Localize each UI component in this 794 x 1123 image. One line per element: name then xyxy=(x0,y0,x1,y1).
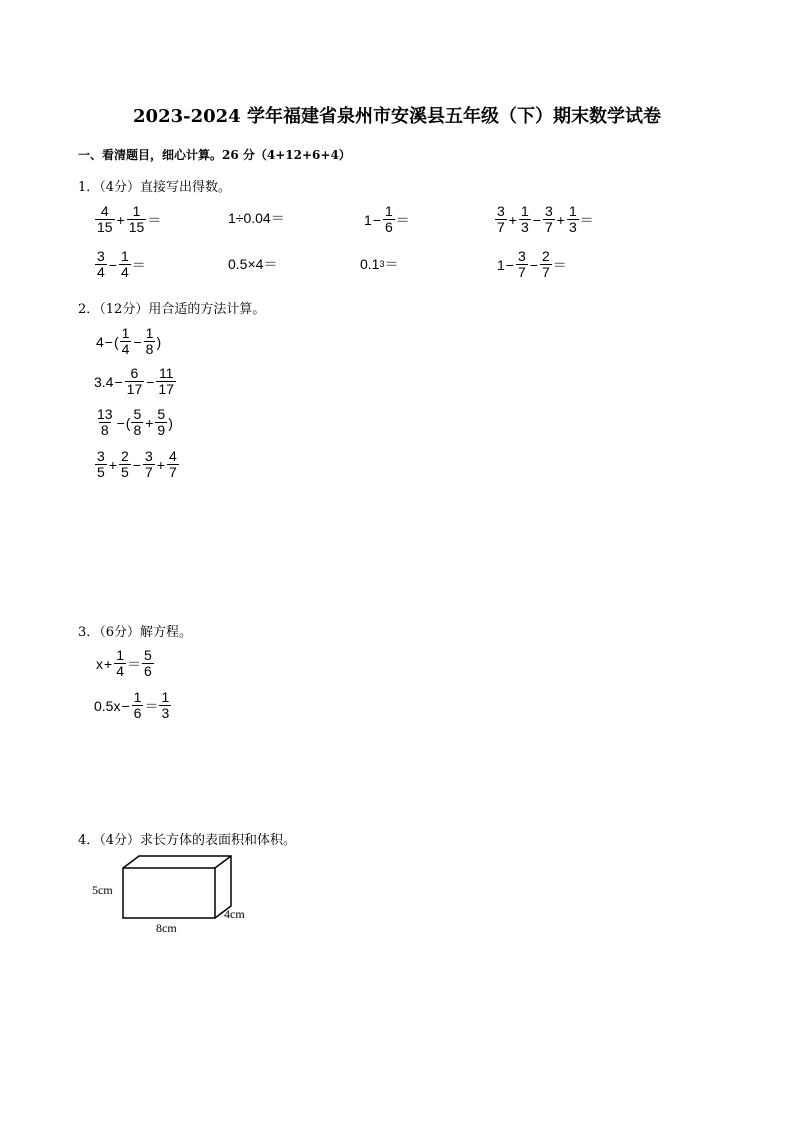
length-label: 8cm xyxy=(156,921,177,935)
fraction: $\frac{6}{17}$ xyxy=(126,365,143,397)
fraction: $\frac{1}{6}$ xyxy=(133,689,142,721)
section-heading: 一、看清题目，细心计算。26 分（4+12+6+4） xyxy=(78,148,351,162)
fraction: $\frac{3}{7}$ xyxy=(517,248,526,280)
question-4-label: 4．（4分）求长方体的表面积和体积。 xyxy=(78,833,297,848)
q3-equation-2: 0.5x − $\frac{1}{6}$ ＝ 1 3 xyxy=(94,689,170,721)
page-title: 2023-2024 学年福建省泉州市安溪县五年级（下）期末数学试卷 xyxy=(133,106,661,127)
fraction: $\frac{1}{4}$ xyxy=(120,248,129,280)
cuboid-diagram xyxy=(92,850,262,940)
fraction: $\frac{3}{7}$ xyxy=(144,448,153,480)
q1-item-4: 3 7 + $\frac{1}{3}$ − $\frac{3}{7}$ + $\frac{1}{3}$ ＝ xyxy=(497,203,594,235)
fraction: $\frac{1}{6}$ xyxy=(384,203,393,235)
fraction: $\frac{1}{4}$ xyxy=(116,647,124,679)
fraction: $\frac{5}{9}$ xyxy=(157,406,166,438)
fraction: 3 7 xyxy=(497,203,505,235)
q2-item-1: 4 − ( 1 4 − $\frac{1}{8}$ ) xyxy=(96,325,162,357)
q1-item-1: 4 15 + $\frac{1}{15}$ ＝ xyxy=(97,203,162,235)
height-label: 5cm xyxy=(92,883,113,897)
fraction: $\frac{2}{5}$ xyxy=(120,448,129,480)
q1-item-3: 1 − $\frac{1}{6}$ ＝ xyxy=(364,203,410,235)
fraction: 3 4 xyxy=(97,248,105,280)
question-2-label: 2．（12分）用合适的方法计算。 xyxy=(78,302,266,317)
question-3-label: 3．（6分）解方程。 xyxy=(78,625,193,640)
fraction: $\frac{11}{17}$ xyxy=(158,365,174,397)
fraction: 1 4 xyxy=(121,325,130,357)
fraction: $\frac{1}{3}$ xyxy=(568,203,577,235)
fraction: 5 6 xyxy=(143,647,152,679)
fraction: $\frac{1}{15}$ xyxy=(128,203,145,235)
q3-equation-1: x + $\frac{1}{4}$ ＝ 5 6 xyxy=(96,647,152,679)
q1-item-8: 1 − $\frac{3}{7}$ − $\frac{2}{7}$ ＝ xyxy=(497,248,567,280)
q2-item-3: 13 8 − ( 5 8 + $\frac{5}{9}$ ) xyxy=(97,406,173,438)
q1-item-2: 1÷0.04＝ xyxy=(228,210,285,226)
q1-item-6: 0.5×4＝ xyxy=(228,256,278,272)
q2-item-2: 3.4 − $\frac{6}{17}$ − $\frac{11}{17}$ xyxy=(94,365,174,397)
fraction: 5 8 xyxy=(133,406,142,438)
fraction: $\frac{4}{7}$ xyxy=(168,448,177,480)
fraction: 1 3 xyxy=(161,689,170,721)
fraction: 13 8 xyxy=(97,406,113,438)
q1-item-5: 3 4 − $\frac{1}{4}$ ＝ xyxy=(97,248,146,280)
q2-item-4: 3 5 + $\frac{2}{5}$ − $\frac{3}{7}$ + $\frac{4}{7}$ xyxy=(97,448,177,480)
question-1-label: 1．（4分）直接写出得数。 xyxy=(78,180,232,195)
fraction: $\frac{1}{3}$ xyxy=(520,203,529,235)
q1-item-7: 0.1 3 ＝ xyxy=(360,256,399,272)
fraction: $\frac{2}{7}$ xyxy=(541,248,550,280)
cuboid-front-face xyxy=(123,868,215,918)
fraction: $\frac{3}{7}$ xyxy=(544,203,553,235)
fraction: 3 5 xyxy=(97,448,105,480)
width-label: 4cm xyxy=(224,907,245,921)
fraction: 4 15 xyxy=(97,203,113,235)
fraction: $\frac{1}{8}$ xyxy=(145,325,154,357)
